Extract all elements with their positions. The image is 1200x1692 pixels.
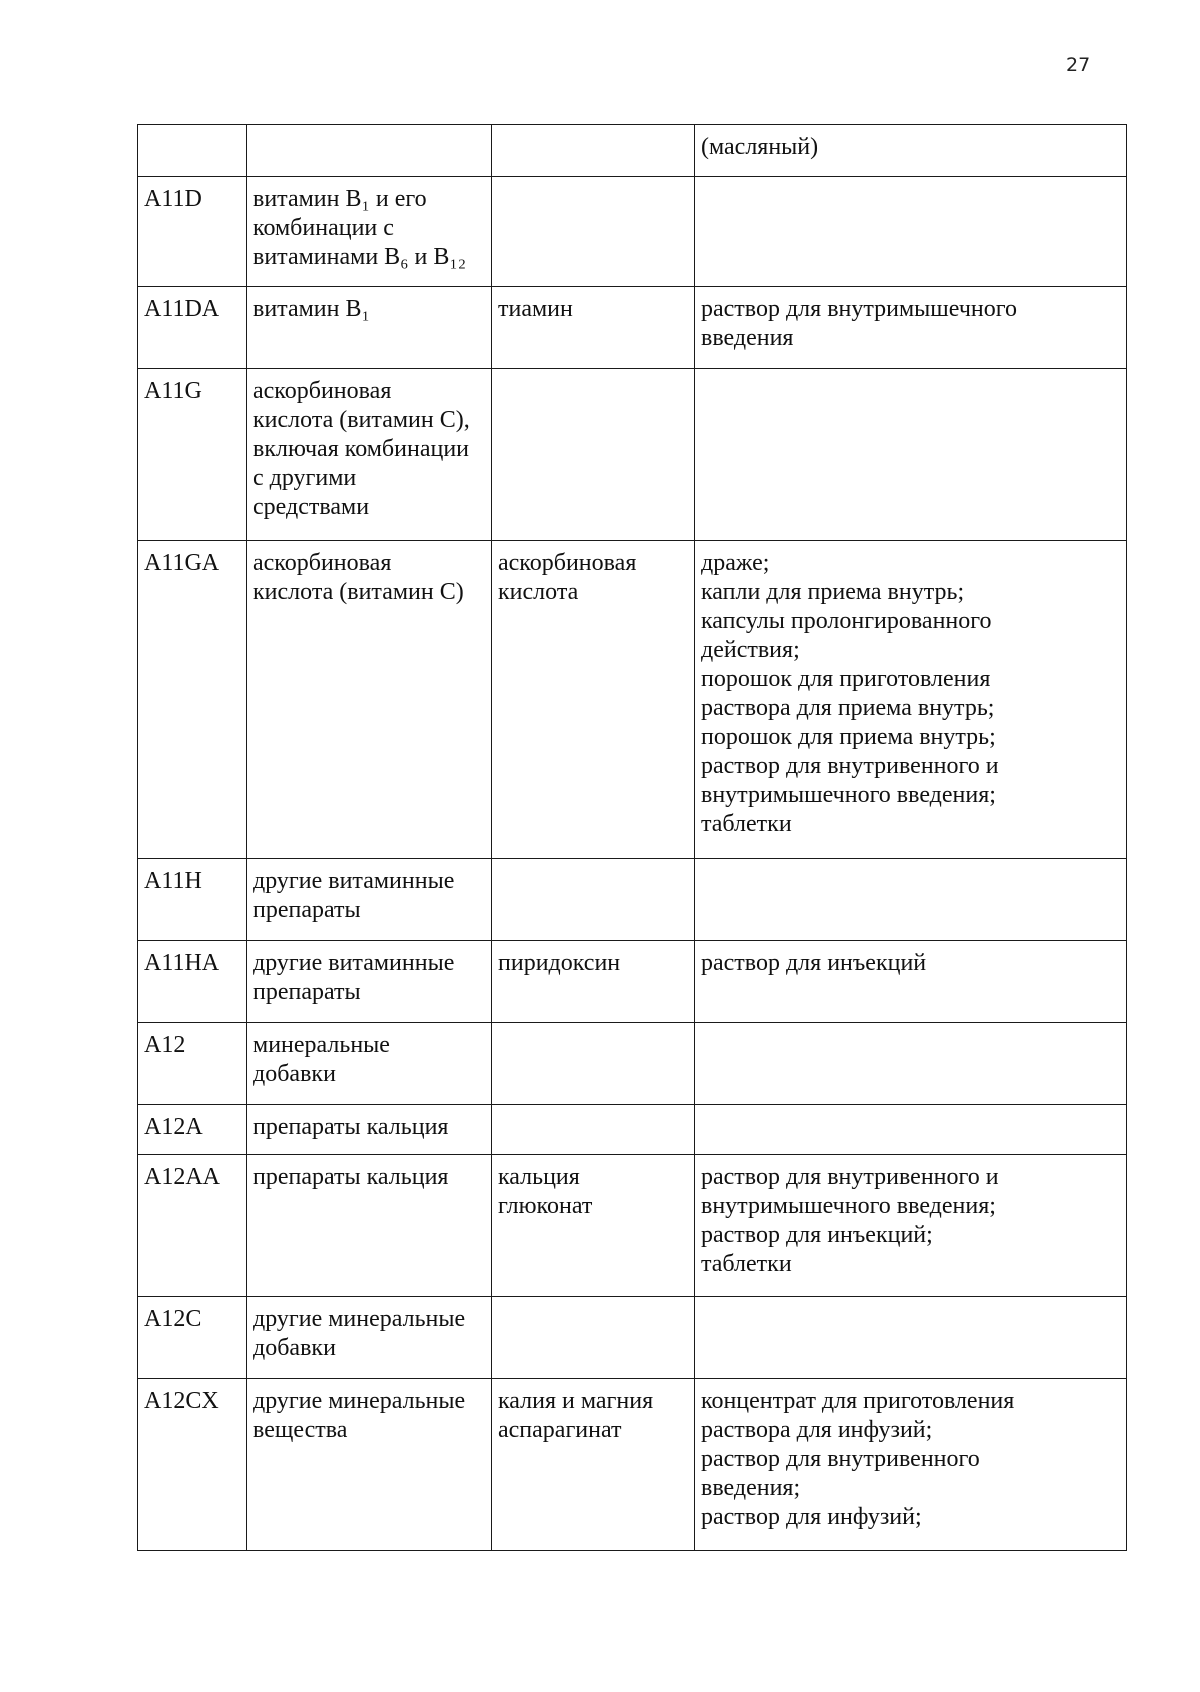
drug-name-cell (492, 125, 695, 177)
dosage-form-cell (695, 859, 1127, 941)
table-row (138, 1155, 1127, 1297)
pharmacological-group-cell (247, 177, 492, 287)
atc-code-cell-text: A11DA (144, 296, 220, 322)
pharmacological-group-cell (247, 1105, 492, 1155)
pharmacological-group-cell (247, 1155, 492, 1297)
drug-name-cell (492, 1023, 695, 1105)
pharmacological-group-cell-text: витамин B₁ (253, 296, 370, 322)
dosage-form-cell-text: раствор для внутримышечного введения (701, 296, 1017, 351)
pharmacological-group-cell (247, 125, 492, 177)
atc-code-cell-text: A11HA (144, 950, 220, 976)
pharmacological-group-cell-text: аскорбиновая кислота (витамин C) (253, 550, 464, 605)
table-row (138, 287, 1127, 369)
dosage-form-cell (695, 541, 1127, 859)
table-row (138, 1297, 1127, 1379)
drug-name-cell-text: пиридоксин (498, 950, 621, 976)
pharmacological-group-cell (247, 541, 492, 859)
dosage-form-cell (695, 941, 1127, 1023)
dosage-form-cell-text: драже; капли для приема внутрь; капсулы пролонгированного действия; порошок для приготовления раствора для приема внутрь; порошок для приема внутрь; раствор для внутривенного и внутримышечного введения; таблетки (701, 550, 999, 837)
drug-name-cell (492, 287, 695, 369)
atc-code-cell-text: A11G (144, 378, 202, 404)
dosage-form-cell (695, 125, 1127, 177)
table-row (138, 541, 1127, 859)
pharmacological-group-cell-text: витамин B₁ и его комбинации с витаминами B₆ и B₁₂ (253, 186, 467, 270)
drug-name-cell-text: тиамин (498, 296, 573, 322)
drug-name-cell (492, 1105, 695, 1155)
drug-classification-table (137, 124, 1127, 1551)
dosage-form-cell (695, 287, 1127, 369)
atc-code-cell (138, 287, 247, 369)
drug-name-cell (492, 177, 695, 287)
drug-name-cell (492, 941, 695, 1023)
atc-code-cell (138, 125, 247, 177)
drug-name-cell (492, 1155, 695, 1297)
dosage-form-cell-text: раствор для инъекций (701, 950, 927, 976)
table-body (138, 125, 1127, 1551)
dosage-form-cell (695, 1023, 1127, 1105)
atc-code-cell (138, 1023, 247, 1105)
pharmacological-group-cell (247, 369, 492, 541)
dosage-form-cell (695, 1105, 1127, 1155)
atc-code-cell (138, 941, 247, 1023)
pharmacological-group-cell-text: препараты кальция (253, 1164, 449, 1190)
atc-code-cell-text: A12A (144, 1114, 203, 1140)
drug-name-cell-text: калия и магния аспарагинат (498, 1388, 654, 1443)
atc-code-cell (138, 1155, 247, 1297)
atc-code-cell-text: A12C (144, 1306, 202, 1332)
dosage-form-cell-text: концентрат для приготовления раствора для инфузий; раствор для внутривенного введения; раствор для инфузий; (701, 1388, 1015, 1530)
table-row (138, 1105, 1127, 1155)
table-row (138, 941, 1127, 1023)
atc-code-cell-text: A12 (144, 1032, 186, 1058)
dosage-form-cell-text: раствор для внутривенного и внутримышечного введения; раствор для инъекций; таблетки (701, 1164, 999, 1277)
dosage-form-cell (695, 369, 1127, 541)
dosage-form-cell-text: (масляный) (701, 134, 819, 160)
pharmacological-group-cell (247, 287, 492, 369)
pharmacological-group-cell-text: минеральные добавки (253, 1032, 390, 1087)
atc-code-cell (138, 369, 247, 541)
atc-code-cell (138, 1105, 247, 1155)
dosage-form-cell (695, 177, 1127, 287)
pharmacological-group-cell-text: другие минеральные добавки (253, 1306, 466, 1361)
table-row (138, 1379, 1127, 1551)
pharmacological-group-cell (247, 1023, 492, 1105)
pharmacological-group-cell (247, 1297, 492, 1379)
dosage-form-cell (695, 1297, 1127, 1379)
pharmacological-group-cell-text: другие витаминные препараты (253, 950, 455, 1005)
drug-name-cell-text: аскорбиновая кислота (498, 550, 637, 605)
page-number: 27 (1066, 54, 1091, 76)
dosage-form-cell (695, 1379, 1127, 1551)
dosage-form-cell (695, 1155, 1127, 1297)
pharmacological-group-cell (247, 941, 492, 1023)
atc-code-cell (138, 541, 247, 859)
table-row (138, 859, 1127, 941)
atc-code-cell-text: A11GA (144, 550, 220, 576)
pharmacological-group-cell (247, 1379, 492, 1551)
atc-code-cell (138, 1379, 247, 1551)
table-row (138, 1023, 1127, 1105)
pharmacological-group-cell-text: другие витаминные препараты (253, 868, 455, 923)
pharmacological-group-cell-text: препараты кальция (253, 1114, 449, 1140)
table-row (138, 125, 1127, 177)
drug-name-cell (492, 1379, 695, 1551)
atc-code-cell-text: A11H (144, 868, 202, 894)
atc-code-cell-text: A12CX (144, 1388, 219, 1414)
atc-code-cell-text: A11D (144, 186, 202, 212)
atc-code-cell (138, 1297, 247, 1379)
drug-name-cell (492, 1297, 695, 1379)
drug-name-cell-text: кальция глюконат (498, 1164, 593, 1219)
pharmacological-group-cell-text: аскорбиновая кислота (витамин C), включая комбинации с другими средствами (253, 378, 470, 520)
drug-name-cell (492, 369, 695, 541)
atc-code-cell (138, 859, 247, 941)
drug-name-cell (492, 541, 695, 859)
table-row (138, 369, 1127, 541)
drug-name-cell (492, 859, 695, 941)
atc-code-cell (138, 177, 247, 287)
pharmacological-group-cell (247, 859, 492, 941)
atc-code-cell-text: A12AA (144, 1164, 220, 1190)
pharmacological-group-cell-text: другие минеральные вещества (253, 1388, 466, 1443)
table-row (138, 177, 1127, 287)
